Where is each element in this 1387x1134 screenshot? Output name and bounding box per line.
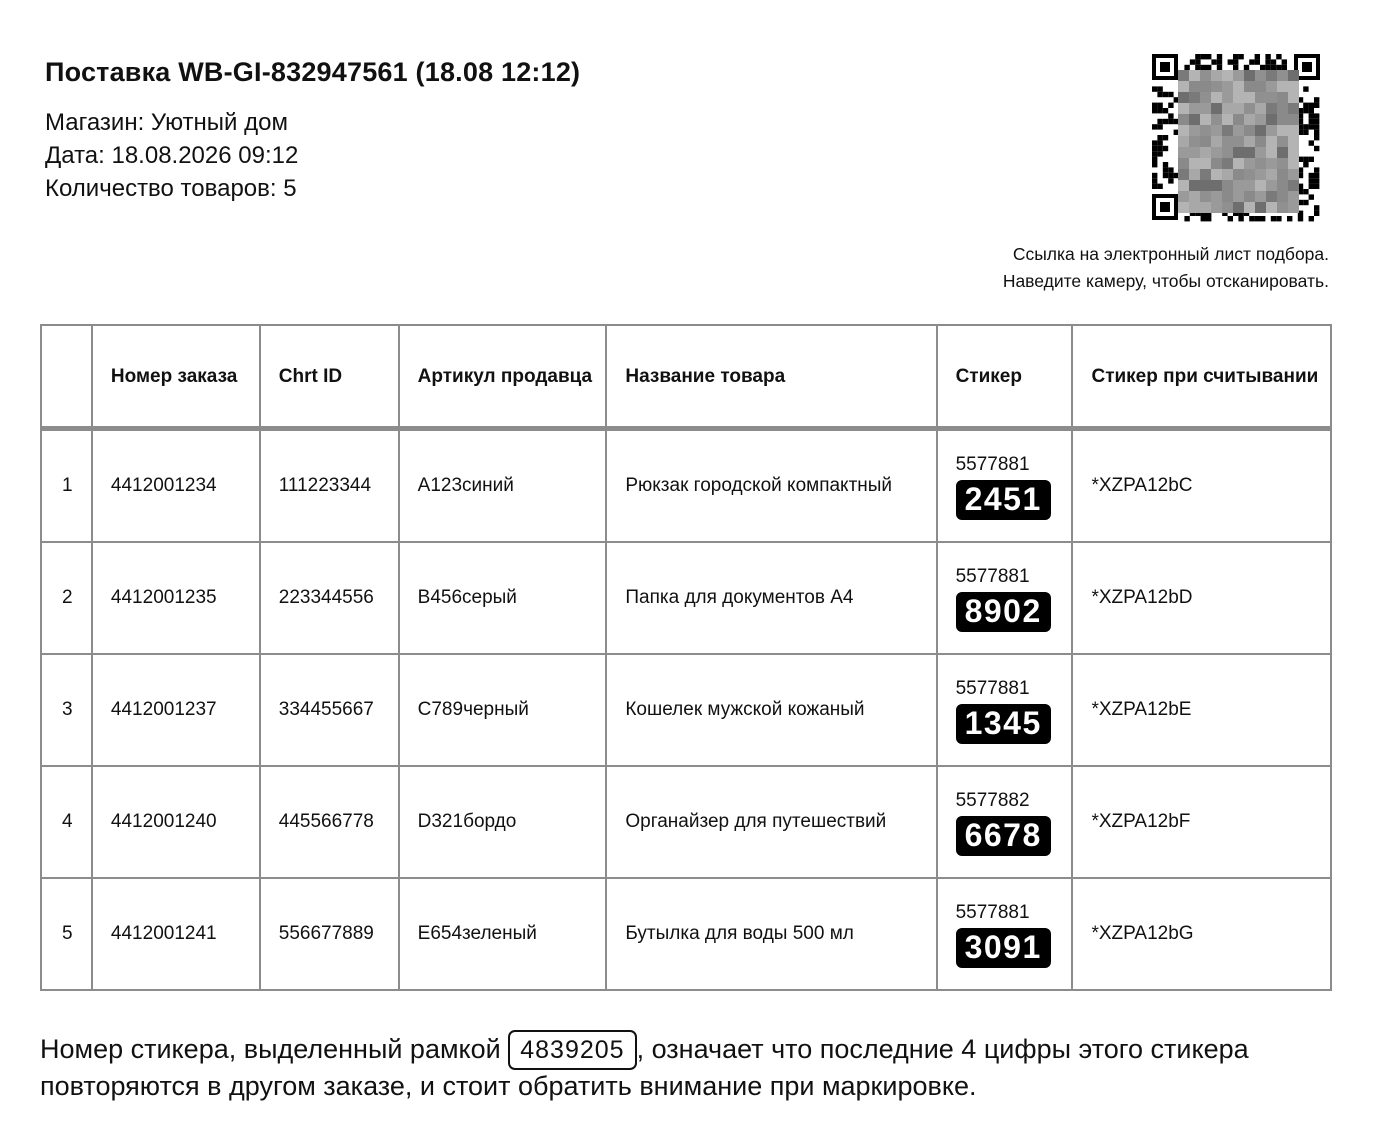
sticker-prefix: 5577881: [955, 566, 1030, 587]
product-name: Рюкзак городской компактный: [606, 429, 936, 543]
footer-text-before: Номер стикера, выделенный рамкой: [40, 1034, 509, 1064]
sticker: [937, 766, 1073, 878]
row-index: 1: [41, 429, 92, 543]
col-header-scan: Стикер при считывании: [1072, 325, 1331, 429]
page-title: Поставка WB-GI-832947561 (18.08 12:12): [45, 57, 581, 87]
sticker-prefix: 5577881: [955, 454, 1030, 475]
scan-sticker: *XZPA12bG: [1072, 878, 1331, 990]
sticker-last-digits: 2451: [956, 480, 1051, 520]
sticker: [937, 878, 1073, 990]
sticker-last-digits: 1345: [956, 704, 1051, 744]
footer-text-after: , означает что последние 4 цифры этого стикера повторяются в другом заказе, и стоит обратить внимание при маркировке.: [40, 1034, 1249, 1101]
qr-note-line2: Наведите камеру, чтобы отсканировать.: [1002, 271, 1329, 291]
chrt-id: 223344556: [260, 542, 399, 654]
sticker-last-digits: 6678: [956, 816, 1051, 856]
sticker-prefix: 5577881: [955, 678, 1030, 699]
scan-sticker: *XZPA12bE: [1072, 654, 1331, 766]
footer-note: [40, 1030, 1360, 1103]
sticker: [937, 429, 1073, 543]
table-header-row: [41, 325, 1331, 429]
row-index: 3: [41, 654, 92, 766]
order-number: 4412001237: [92, 654, 260, 766]
chrt-id: 445566778: [260, 766, 399, 878]
chrt-id: 111223344: [260, 429, 399, 543]
items-table: [40, 324, 1332, 991]
sticker: [937, 542, 1073, 654]
col-header-order: Номер заказа: [92, 325, 260, 429]
order-number: 4412001241: [92, 878, 260, 990]
col-header-article: Артикул продавца: [399, 325, 607, 429]
chrt-id: 334455667: [260, 654, 399, 766]
qr-code-icon[interactable]: [1150, 52, 1322, 222]
row-index: 4: [41, 766, 92, 878]
product-name: Бутылка для воды 500 мл: [606, 878, 936, 990]
seller-article: B456серый: [399, 542, 607, 654]
shipment-date: Дата: 18.08.2026 09:12: [45, 142, 299, 169]
seller-article: E654зеленый: [399, 878, 607, 990]
col-header-index: [41, 325, 92, 429]
row-index: 2: [41, 542, 92, 654]
items-count: Количество товаров: 5: [45, 175, 297, 202]
table-row: [41, 542, 1331, 654]
table-row: [41, 654, 1331, 766]
product-name: Папка для документов A4: [606, 542, 936, 654]
scan-sticker: *XZPA12bF: [1072, 766, 1331, 878]
qr-note: [1003, 241, 1329, 295]
seller-article: D321бордо: [399, 766, 607, 878]
col-header-name: Название товара: [606, 325, 936, 429]
seller-article: C789черный: [399, 654, 607, 766]
table-row: [41, 429, 1331, 543]
sticker-prefix: 5577881: [955, 902, 1030, 923]
qr-note-line1: Ссылка на электронный лист подбора.: [1012, 244, 1329, 264]
store-name: Магазин: Уютный дом: [45, 109, 288, 136]
order-number: 4412001240: [92, 766, 260, 878]
table-row: [41, 766, 1331, 878]
scan-sticker: *XZPA12bC: [1072, 429, 1331, 543]
table-row: [41, 878, 1331, 990]
order-number: 4412001235: [92, 542, 260, 654]
sticker: [937, 654, 1073, 766]
col-header-sticker: Стикер: [937, 325, 1073, 429]
product-name: Кошелек мужской кожаный: [606, 654, 936, 766]
chrt-id: 556677889: [260, 878, 399, 990]
framed-sticker-example: 4839205: [508, 1030, 636, 1070]
sticker-last-digits: 8902: [956, 592, 1051, 632]
sticker-last-digits: 3091: [956, 928, 1051, 968]
shipment-meta: [45, 106, 298, 205]
row-index: 5: [41, 878, 92, 990]
scan-sticker: *XZPA12bD: [1072, 542, 1331, 654]
seller-article: A123синий: [399, 429, 607, 543]
order-number: 4412001234: [92, 429, 260, 543]
col-header-chrt: Chrt ID: [260, 325, 399, 429]
product-name: Органайзер для путешествий: [606, 766, 936, 878]
sticker-prefix: 5577882: [955, 790, 1030, 811]
